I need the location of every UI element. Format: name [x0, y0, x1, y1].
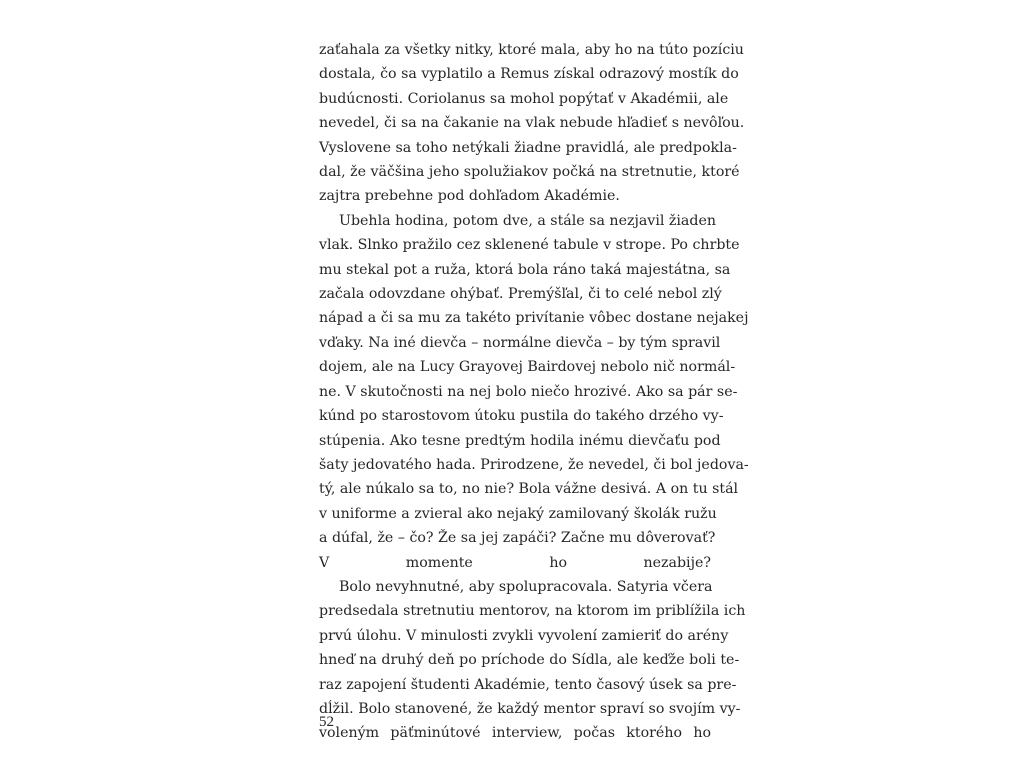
text-line: mu stekal pot a ruža, ktorá bola ráno taká majestátna, sa — [319, 261, 731, 278]
text-line: dojem, ale na Lucy Grayovej Bairdovej nebolo nič normál- — [319, 359, 736, 376]
text-line: tý, ale núkalo sa to, no nie? Bola vážne desivá. A on tu stál — [319, 481, 739, 498]
text-line: nápad a či sa mu za takéto privítanie vôbec dostane nejakej — [319, 310, 749, 327]
text-line: dĺžil. Bolo stanovené, že každý mentor spraví so svojím vy- — [319, 700, 741, 717]
text-line: zajtra prebehne pod dohľadom Akadémie. — [319, 188, 620, 205]
book-page-text — [319, 38, 749, 746]
text-line: ne. V skutočnosti na nej bolo niečo hrozivé. Ako sa pár se- — [319, 383, 738, 400]
text-line: a dúfal, že – čo? Že sa jej zapáči? Začne mu dôverovať? — [319, 530, 716, 547]
text-line: šaty jedovatého hada. Prirodzene, že nevedel, či bol jedova- — [319, 456, 749, 473]
text-line: prvú úlohu. V minulosti zvykli vyvolení zamieriť do arény — [319, 627, 729, 644]
paragraph-3 — [319, 575, 746, 746]
text-line: začala odovzdane ohýbať. Premýšľal, či to celé nebol zlý — [319, 286, 722, 303]
text-line: voleným päťminútové interview, počas ktorého ho — [319, 725, 711, 742]
paragraph-2 — [319, 209, 749, 575]
text-line: hneď na druhý deň po príchode do Sídla, ale keďže boli te- — [319, 652, 740, 669]
text-line: v uniforme a zvieral ako nejaký zamilovaný školák ružu — [319, 505, 717, 522]
text-line: raz zapojení študenti Akadémie, tento časový úsek sa pre- — [319, 676, 737, 693]
text-line: dal, že väčšina jeho spolužiakov počká na stretnutie, ktoré — [319, 164, 740, 181]
text-line: vďaky. Na iné dievča – normálne dievča – by tým spravil — [319, 334, 721, 351]
text-line: budúcnosti. Coriolanus sa mohol popýtať v Akadémii, ale — [319, 90, 729, 107]
text-line: vlak. Slnko pražilo cez sklenené tabule v strope. Po chrbte — [319, 237, 740, 254]
page-number: 52 — [319, 714, 334, 730]
text-line: kúnd po starostovom útoku pustila do takého drzého vy- — [319, 408, 724, 425]
paragraph-1 — [319, 38, 745, 209]
text-line: predsedala stretnutiu mentorov, na ktorom im priblížila ich — [319, 603, 746, 620]
text-line: stúpenia. Ako tesne predtým hodila inému dievčaťu pod — [319, 432, 721, 449]
text-line: V momente ho nezabije? — [319, 554, 711, 571]
text-line: Vyslovene sa toho netýkali žiadne pravidlá, ale predpokla- — [319, 139, 737, 156]
text-line: zaťahala za všetky nitky, ktoré mala, aby ho na túto pozíciu — [319, 42, 744, 58]
text-line: Bolo nevyhnutné, aby spolupracovala. Satyria včera — [339, 578, 713, 595]
text-line: Ubehla hodina, potom dve, a stále sa nezjavil žiaden — [339, 212, 716, 229]
text-line: nevedel, či sa na čakanie na vlak nebude hľadieť s nevôľou. — [319, 115, 745, 132]
text-line: dostala, čo sa vyplatilo a Remus získal odrazový mostík do — [319, 66, 739, 83]
